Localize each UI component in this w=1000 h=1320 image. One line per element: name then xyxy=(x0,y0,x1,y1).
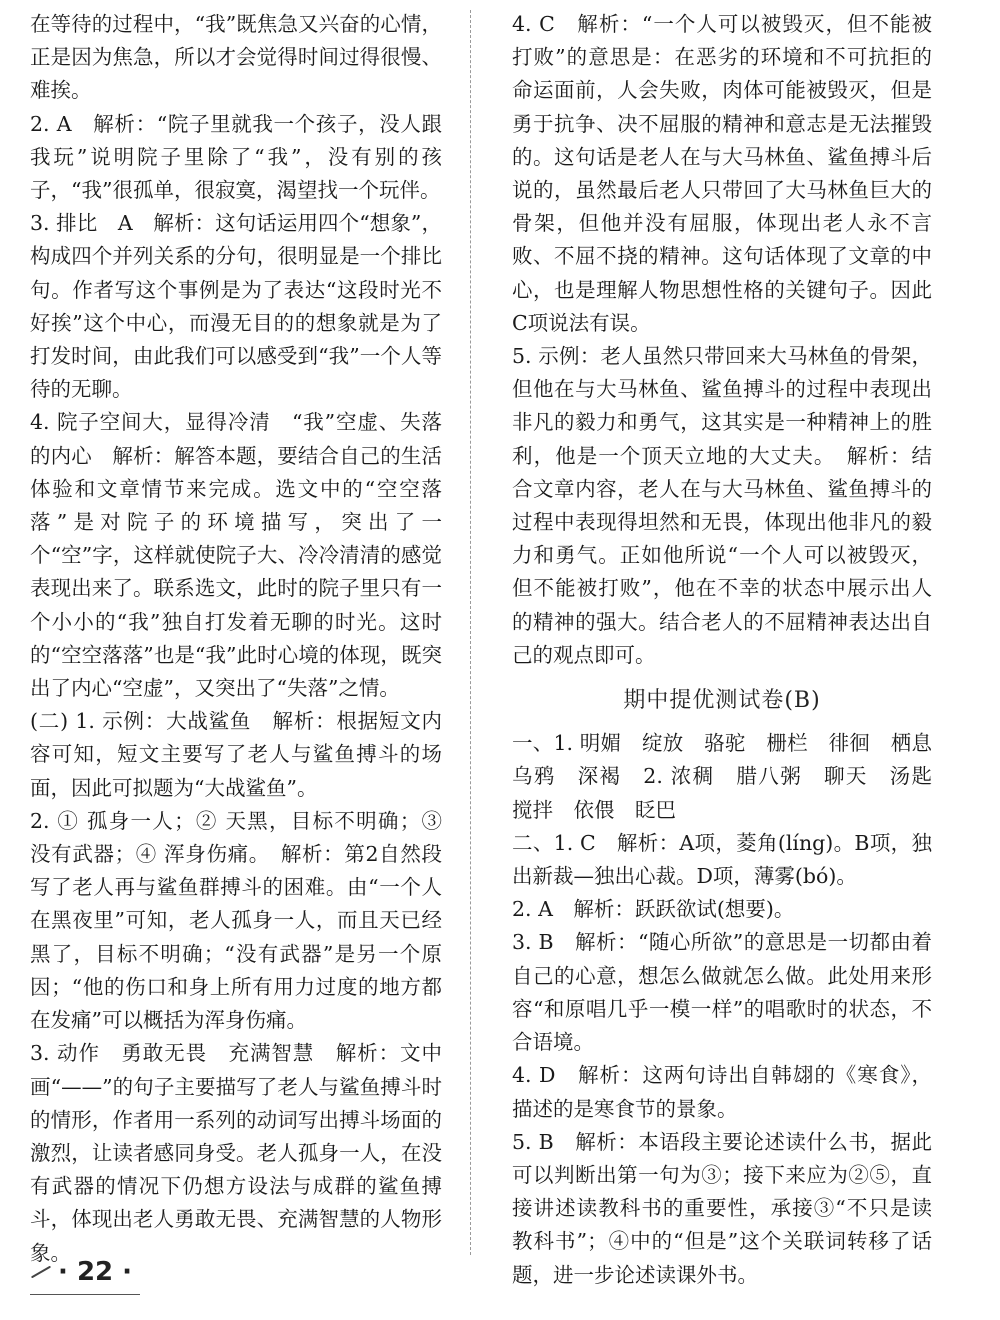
left-para-1: 2. A 解析：“院子里就我一个孩子，没人跟我玩”说明院子里除了“我”，没有别的孩子，“我”很孤单，很寂寞，渴望找一个玩伴。 xyxy=(30,111,442,203)
left-para-3: 4. 院子空间大，显得冷清 “我”空虚、失落的内心 解析：解答本题，要结合自己的生活体验和文章情节来完成。选文中的“空空落落”是对院子的环境描写，突出了一个“空”字，这样就使院子大、冷冷清清的感觉表现出来了。联系选文，此时的院子里只有一个小小的“我”独自打发着无聊的时光。这时的“空空落落”也是“我”此时心境的体现，既突出了内心“空虚”，又突出了“失落”之情。 xyxy=(30,410,442,701)
right-after-3: 3. B 解析：“随心所欲”的意思是一切都由着自己的心意，想怎么做就怎么做。此处用来形容“和原唱几乎一模一样”的唱歌时的状态，不合语境。 xyxy=(512,930,932,1055)
right-para-1: 5. 示例：老人虽然只带回来大马林鱼的骨架，但他在与大马林鱼、鲨鱼搏斗的过程中表现出非凡的毅力和勇气，这其实是一种精神上的胜利，他是一个顶天立地的大丈夫。 解析：结合文章内容，老人在与大马林鱼、鲨鱼搏斗的过程中表现得坦然和无畏，体现出他非凡的毅力和勇气。正如他所说“一个人可以被毁灭，但不能被打败”，他在不幸的状态中展示出人的精神的强大。结合老人的不屈精神表达出自己的观点即可。 xyxy=(512,344,932,667)
section-title: 期中提优测试卷(B) xyxy=(623,688,821,714)
left-para-2: 3. 排比 A 解析：这句话运用四个“想象”，构成四个并列关系的分句，很明显是一个排比句。作者写这个事例是为了表达“这段时光不好挨”这个中心，而漫无目的的想象就是为了打发时间，由此我们可以感受到“我”一个人等待的无聊。 xyxy=(30,211,442,402)
right-after-2: 2. A 解析：跃跃欲试(想要)。 xyxy=(512,897,795,922)
page-number-value: 22 xyxy=(76,1257,114,1287)
right-after-5: 5. B 解析：本语段主要论述读什么书，据此可以判断出第一句为③；接下来应为②⑤，直接讲述读教科书的重要性，承接③“不只是读教科书”；④中的“但是”这个关联词转移了话题，进一步论述读课外书。 xyxy=(512,1129,932,1287)
left-para-4: (二) 1. 示例：大战鲨鱼 解析：根据短文内容可知，短文主要写了老人与鲨鱼搏斗的场面，因此可拟题为“大战鲨鱼”。 xyxy=(30,709,442,800)
page-deco-line xyxy=(31,1266,51,1279)
right-after-0: 一、1. 明媚 绽放 骆驼 栅栏 徘徊 栖息 乌鸦 深褐 2. 浓稠 腊八粥 聊天 汤匙 搅拌 依偎 眨巴 xyxy=(512,731,953,822)
left-column xyxy=(30,8,442,1270)
right-after-4: 4. D 解析：这两句诗出自韩翃的《寒食》，描述的是寒食节的景象。 xyxy=(512,1063,932,1121)
left-para-5: 2. ① 孤身一人；② 天黑，目标不明确；③ 没有武器；④ 浑身伤痛。 解析：第2自然段写了老人再与鲨鱼群搏斗的困难。由“一个人在黑夜里”可知，老人孤身一人，而且天已经黑了，目标不明确；“没有武器”是另一个原因；“他的伤口和身上所有用力过度的地方都在发痛”可以概括为浑身伤痛。 xyxy=(30,808,442,1033)
page-number: · 22 · xyxy=(58,1257,133,1287)
right-para-0: 4. C 解析：“一个人可以被毁灭，但不能被打败”的意思是：在恶劣的环境和不可抗拒的命运面前，人会失败，肉体可能被毁灭，但是勇于抗争、决不屈服的精神和意志是无法摧毁的。这句话是老人在与大马林鱼、鲨鱼搏斗后说的，虽然最后老人只带回了大马林鱼巨大的骨架，但他并没有屈服，体现出老人永不言败、不屈不挠的精神。这句话体现了文章的中心，也是理解人物思想性格的关键句子。因此C项说法有误。 xyxy=(512,12,932,335)
left-para-6: 3. 动作 勇敢无畏 充满智慧 解析：文中画“——”的句子主要描写了老人与鲨鱼搏斗时的情形，作者用一系列的动词写出搏斗场面的激烈，让读者感同身受。老人孤身一人，在没有武器的情况下仍想方设法与成群的鲨鱼搏斗，体现出老人勇敢无畏、充满智慧的人物形象。 xyxy=(30,1041,442,1265)
page-footer xyxy=(30,1252,132,1292)
column-divider xyxy=(470,10,471,1255)
right-after-1: 二、1. C 解析：A项，菱角(líng)。B项，独出新裁—独出心裁。D项，薄雾(bó)。 xyxy=(512,830,932,889)
right-column xyxy=(512,8,953,1292)
page-rule xyxy=(30,1294,140,1295)
left-para-0: 在等待的过程中，“我”既焦急又兴奋的心情，正是因为焦急，所以才会觉得时间过得很慢、难挨。 xyxy=(30,12,442,103)
